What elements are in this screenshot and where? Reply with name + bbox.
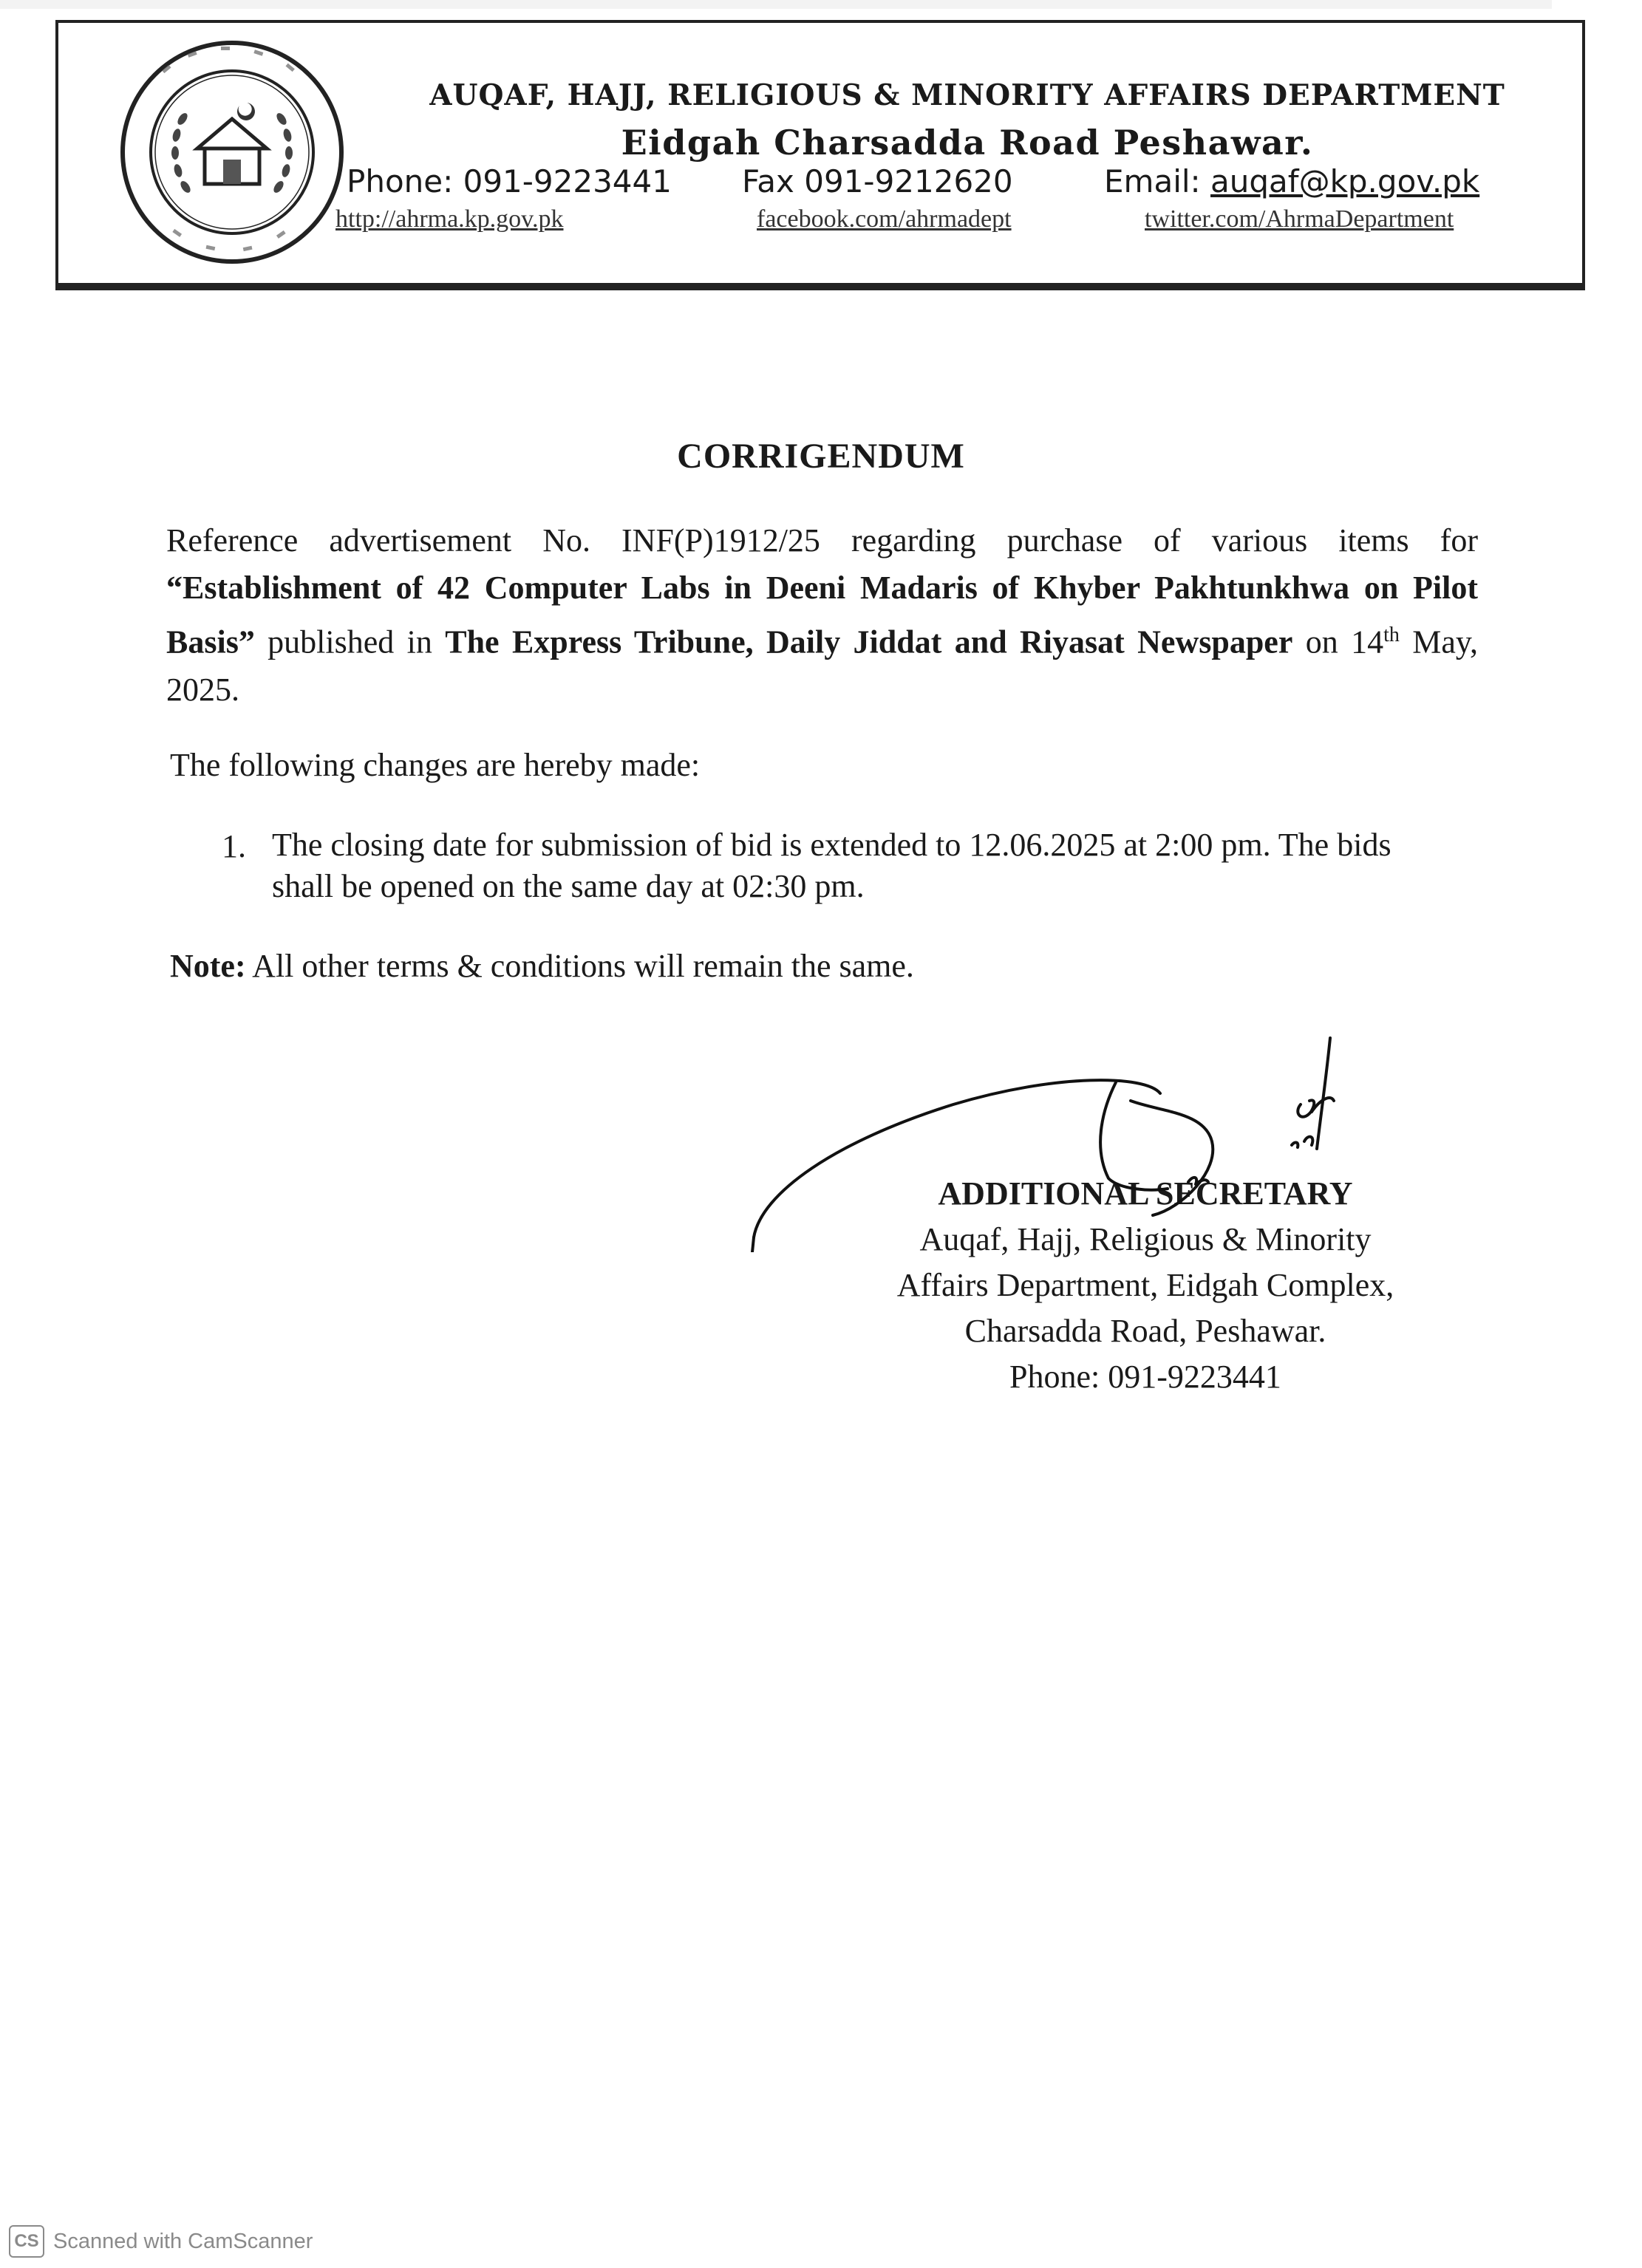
newspapers: The Express Tribune, Daily Jiddat and Riyasat Newspaper bbox=[445, 624, 1293, 660]
email-label: Email: bbox=[1104, 163, 1211, 199]
document-title: CORRIGENDUM bbox=[677, 437, 965, 476]
change-item-number: 1. bbox=[222, 828, 246, 864]
department-seal bbox=[117, 38, 347, 267]
scan-top-edge bbox=[0, 0, 1552, 9]
changes-intro: The following changes are hereby made: bbox=[170, 747, 701, 783]
published-in: published in bbox=[254, 624, 446, 660]
note-text: All other terms & conditions will remain the same. bbox=[245, 948, 914, 984]
reference-paragraph bbox=[166, 517, 1478, 714]
scanner-text: Scanned with CamScanner bbox=[53, 2229, 313, 2253]
date-suffix: May, 2025. bbox=[166, 624, 1479, 708]
scanner-watermark bbox=[9, 2225, 313, 2258]
signatory-phone: Phone: 091-9223441 bbox=[1009, 1359, 1281, 1395]
signatory-line-3: Charsadda Road, Peshawar. bbox=[964, 1313, 1326, 1349]
note-line bbox=[170, 947, 914, 985]
date-superscript: th bbox=[1383, 624, 1400, 646]
phone-number: Phone: 091-9223441 bbox=[347, 163, 672, 199]
letterhead bbox=[55, 20, 1585, 286]
signatory-title: ADDITIONAL SECRETARY bbox=[938, 1175, 1353, 1212]
signatory-line-1: Auqaf, Hajj, Religious & Minority bbox=[919, 1221, 1372, 1257]
note-label: Note: bbox=[170, 948, 246, 984]
signatory-line-2: Affairs Department, Eidgah Complex, bbox=[896, 1267, 1394, 1303]
email-line bbox=[1104, 163, 1479, 199]
project-name: “Establishment of 42 Computer Labs in Deeni Madaris of Khyber Pakhtunkhwa on Pilot Basis” bbox=[166, 570, 1478, 660]
reference-intro: Reference advertisement No. INF(P)1912/25 regarding purchase of various items for bbox=[166, 522, 1478, 559]
fax-number: Fax 091-9212620 bbox=[742, 163, 1013, 199]
department-name: AUQAF, HAJJ, RELIGIOUS & MINORITY AFFAIRS DEPARTMENT bbox=[429, 78, 1505, 112]
change-item-text: The closing date for submission of bid is extended to 12.06.2025 at 2:00 pm. The bids shall be opened on the same day at 02:30 pm. bbox=[272, 827, 1391, 904]
date-prefix: on 14 bbox=[1292, 624, 1384, 660]
camscanner-icon: CS bbox=[9, 2225, 44, 2258]
twitter-link[interactable]: twitter.com/AhrmaDepartment bbox=[1145, 205, 1454, 233]
department-address: Eidgah Charsadda Road Peshawar. bbox=[621, 123, 1314, 163]
facebook-link[interactable]: facebook.com/ahrmadept bbox=[757, 205, 1012, 233]
website-link[interactable]: http://ahrma.kp.gov.pk bbox=[335, 205, 564, 233]
handwritten-signature bbox=[746, 1031, 1360, 1252]
email-link[interactable]: auqaf@kp.gov.pk bbox=[1210, 163, 1480, 199]
